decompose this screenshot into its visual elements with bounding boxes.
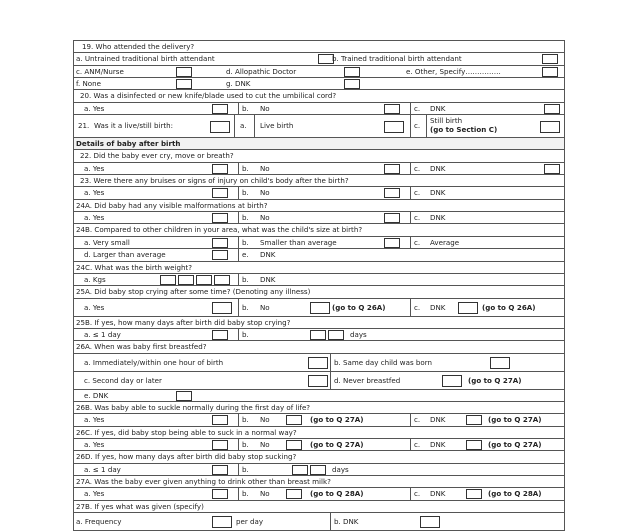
question-label: 24B. Compared to other children in your area, what was the child's size at birth?	[76, 225, 363, 235]
option-label: a. Yes	[84, 439, 105, 449]
checkbox[interactable]	[212, 415, 228, 425]
checkbox[interactable]	[542, 54, 558, 64]
checkbox[interactable]	[286, 440, 302, 450]
option-label: DNK	[430, 103, 446, 113]
option-letter: a.	[240, 121, 247, 131]
option-letter: b.	[242, 188, 249, 198]
checkbox[interactable]	[384, 121, 404, 133]
checkbox[interactable]	[176, 79, 192, 89]
option-letter: c.	[414, 415, 421, 425]
checkbox[interactable]	[212, 489, 228, 499]
digit-box[interactable]	[310, 465, 326, 475]
option-label: No	[260, 188, 270, 198]
option-letter: b.	[242, 464, 249, 474]
checkbox[interactable]	[212, 250, 228, 260]
q24b-row	[74, 224, 564, 236]
skip-instruction: (go to Q 27A)	[310, 439, 364, 449]
option-label: c. ANM/Nurse	[76, 66, 124, 76]
checkbox[interactable]	[466, 440, 482, 450]
option-label: c. Second day or later	[84, 375, 162, 385]
option-label: f. None	[76, 79, 101, 89]
option-label: Smaller than average	[260, 237, 337, 247]
digit-box[interactable]	[160, 275, 176, 285]
option-letter: c.	[414, 237, 421, 247]
checkbox[interactable]	[286, 489, 302, 499]
q26a-options-row	[74, 354, 564, 372]
q20-row	[74, 90, 564, 102]
option-label: d. Allopathic Doctor	[226, 66, 297, 76]
option-label: g. DNK	[226, 79, 251, 89]
checkbox[interactable]	[212, 330, 228, 340]
q27b-row	[74, 501, 564, 513]
option-label: No	[260, 489, 270, 499]
q24c-options-row	[74, 274, 564, 286]
option-letter: c.	[414, 489, 421, 499]
checkbox[interactable]	[310, 302, 330, 314]
option-letter: b.	[242, 213, 249, 223]
option-label: a. Yes	[84, 302, 105, 312]
skip-instruction: (go to Q 26A)	[332, 302, 386, 312]
checkbox[interactable]	[442, 375, 462, 387]
checkbox[interactable]	[210, 121, 230, 133]
checkbox[interactable]	[544, 164, 560, 174]
option-label: d. Never breastfed	[334, 375, 401, 385]
option-letter: b.	[242, 329, 249, 339]
option-label: b. Same day child was born	[334, 357, 433, 367]
option-letter: c.	[414, 103, 421, 113]
option-letter: c.	[414, 439, 421, 449]
checkbox[interactable]	[384, 188, 400, 198]
skip-instruction: (go to Q 28A)	[488, 489, 542, 499]
skip-instruction: (go to Q 26A)	[482, 302, 536, 312]
option-label: DNK	[430, 439, 446, 449]
option-letter: b.	[242, 274, 249, 284]
checkbox[interactable]	[458, 302, 478, 314]
skip-instruction: (go to Q 27A)	[488, 439, 542, 449]
q27b-options-row	[74, 513, 564, 531]
digit-box[interactable]	[328, 330, 344, 340]
question-label: 22. Did the baby ever cry, move or breath?	[80, 151, 234, 161]
option-label: a. Yes	[84, 213, 105, 223]
q19-options-row	[74, 78, 564, 90]
checkbox[interactable]	[384, 213, 400, 223]
question-label: 20. Was a disinfected or new knife/blade used to cut the umbilical cord?	[80, 91, 337, 101]
q26a-row	[74, 341, 564, 353]
q19-options-row	[74, 53, 564, 65]
option-letter: b.	[242, 439, 249, 449]
q26d-row	[74, 451, 564, 463]
question-label: 25B. If yes, how many days after birth did baby stop crying?	[76, 317, 291, 327]
checkbox[interactable]	[212, 213, 228, 223]
q24b-options-row	[74, 249, 564, 261]
option-letter: b.	[242, 302, 249, 312]
option-label: a. Immediately/within one hour of birth	[84, 357, 224, 367]
option-label: Still birth	[430, 116, 463, 126]
option-label: a. ≤ 1 day	[84, 329, 121, 339]
question-number: 21.	[78, 121, 90, 131]
option-letter: b.	[242, 163, 249, 173]
q24a-row	[74, 200, 564, 212]
option-label: a. Yes	[84, 188, 105, 198]
question-label: 25A. Did baby stop crying after some time? (Denoting any illness)	[76, 287, 311, 297]
option-label: DNK	[430, 163, 446, 173]
option-label: a. ≤ 1 day	[84, 464, 121, 474]
option-letter: b.	[242, 415, 249, 425]
option-letter: b.	[242, 103, 249, 113]
checkbox[interactable]	[212, 188, 228, 198]
q22-row	[74, 150, 564, 162]
q26b-options-row	[74, 414, 564, 426]
checkbox[interactable]	[490, 357, 510, 369]
option-label: e. DNK	[84, 390, 109, 400]
skip-instruction: (go to Q 27A)	[310, 415, 364, 425]
checkbox[interactable]	[212, 164, 228, 174]
option-label: b. DNK	[334, 517, 359, 526]
checkbox[interactable]	[344, 79, 360, 89]
q25a-row	[74, 286, 564, 298]
checkbox[interactable]	[212, 465, 228, 475]
unit-label: days	[350, 329, 367, 339]
q26b-row	[74, 402, 564, 414]
option-label: No	[260, 213, 270, 223]
option-label: a. Yes	[84, 163, 105, 173]
digit-box[interactable]	[292, 465, 308, 475]
checkbox[interactable]	[466, 489, 482, 499]
option-label: No	[260, 415, 270, 425]
checkbox[interactable]	[176, 67, 192, 77]
checkbox[interactable]	[212, 302, 232, 314]
q25a-options-row	[74, 299, 564, 317]
q23-options-row	[74, 187, 564, 199]
option-label: a. Untrained traditional birth attendant	[76, 54, 215, 64]
q26c-options-row	[74, 439, 564, 451]
option-label: a. Very small	[84, 237, 130, 247]
question-label: Was it a live/still birth:	[94, 121, 174, 131]
option-label: b. Trained traditional birth attendant	[332, 54, 462, 64]
checkbox[interactable]	[212, 238, 228, 248]
option-letter: c.	[414, 188, 421, 198]
section-header	[74, 138, 564, 150]
option-label: No	[260, 302, 270, 312]
checkbox[interactable]	[344, 67, 360, 77]
question-label: 24A. Did baby had any visible malformations at birth?	[76, 200, 268, 210]
option-label: DNK	[430, 188, 446, 198]
option-letter: c.	[414, 213, 421, 223]
q24b-options-row	[74, 237, 564, 249]
question-label: 19. Who attended the delivery?	[82, 42, 195, 51]
question-label: 27B. If yes what was given (specify)	[76, 501, 204, 511]
option-label: DNK	[260, 274, 276, 284]
unit-label: per day	[236, 517, 264, 526]
checkbox[interactable]	[384, 238, 400, 248]
option-label: DNK	[430, 415, 446, 425]
q26a-options-row	[74, 372, 564, 390]
option-label: DNK	[430, 489, 446, 499]
skip-instruction: (go to Q 27A)	[468, 375, 522, 385]
checkbox[interactable]	[540, 121, 560, 133]
checkbox[interactable]	[212, 104, 228, 114]
option-letter: c.	[414, 302, 421, 312]
option-label: a. Kgs	[84, 274, 106, 284]
q22-options-row	[74, 163, 564, 175]
option-label: Average	[430, 237, 460, 247]
checkbox[interactable]	[286, 415, 302, 425]
option-label: a. Yes	[84, 415, 105, 425]
q27a-options-row	[74, 488, 564, 500]
option-label: a. Yes	[84, 489, 105, 499]
q26c-row	[74, 427, 564, 439]
checkbox[interactable]	[176, 391, 192, 401]
question-label: 23. Were there any bruises or signs of injury on child's body after the birth?	[80, 176, 349, 186]
q26a-options-row	[74, 390, 564, 402]
skip-instruction: (go to Q 28A)	[310, 489, 364, 499]
option-letter: c.	[414, 121, 421, 131]
checkbox[interactable]	[466, 415, 482, 425]
question-label: 24C. What was the birth weight?	[76, 262, 192, 272]
digit-box[interactable]	[214, 275, 230, 285]
option-label: Live birth	[260, 121, 294, 131]
question-label: 26B. Was baby able to suckle normally during the first day of life?	[76, 402, 311, 412]
option-label: No	[260, 163, 270, 173]
option-letter: b.	[242, 237, 249, 247]
digit-box[interactable]	[196, 275, 212, 285]
checkbox[interactable]	[308, 357, 328, 369]
option-letter: c.	[414, 163, 421, 173]
option-letter: e.	[242, 250, 249, 260]
q25b-options-row	[74, 329, 564, 341]
skip-instruction: (go to Section C)	[430, 125, 498, 135]
section-title: Details of baby after birth	[76, 139, 181, 149]
q26d-options-row	[74, 464, 564, 476]
q19-options-row	[74, 66, 564, 78]
q23-row	[74, 175, 564, 187]
option-letter: b.	[242, 489, 249, 499]
q19-row	[74, 41, 564, 53]
question-label: 26C. If yes, did baby stop being able to suck in a normal way?	[76, 427, 297, 437]
option-label: No	[260, 103, 270, 113]
unit-label: days	[332, 464, 349, 474]
option-label: DNK	[260, 250, 276, 260]
question-label: 27A. Was the baby ever given anything to drink other than breast milk?	[76, 476, 331, 486]
digit-box[interactable]	[212, 516, 232, 528]
checkbox[interactable]	[384, 104, 400, 114]
q20-options-row	[74, 103, 564, 115]
question-label: 26D. If yes, how many days after birth did baby stop sucking?	[76, 452, 297, 462]
skip-instruction: (go to Q 27A)	[488, 415, 542, 425]
checkbox[interactable]	[212, 440, 228, 450]
option-label: e. Other, Specify……………	[406, 66, 501, 76]
option-label: a. Yes	[84, 103, 105, 113]
checkbox[interactable]	[544, 104, 560, 114]
q25b-row	[74, 317, 564, 329]
checkbox[interactable]	[420, 516, 440, 528]
option-label: No	[260, 439, 270, 449]
option-label: DNK	[430, 302, 446, 312]
checkbox[interactable]	[542, 67, 558, 77]
option-label: DNK	[430, 213, 446, 223]
q24a-options-row	[74, 212, 564, 224]
question-label: 26A. When was baby first breastfed?	[76, 342, 207, 352]
q24c-row	[74, 262, 564, 274]
option-label: d. Larger than average	[84, 250, 166, 260]
checkbox[interactable]	[384, 164, 400, 174]
option-label: a. Frequency	[76, 517, 122, 526]
digit-box[interactable]	[310, 330, 326, 340]
questionnaire-form	[73, 40, 565, 531]
checkbox[interactable]	[308, 375, 328, 387]
q21-row	[74, 115, 564, 138]
digit-box[interactable]	[178, 275, 194, 285]
